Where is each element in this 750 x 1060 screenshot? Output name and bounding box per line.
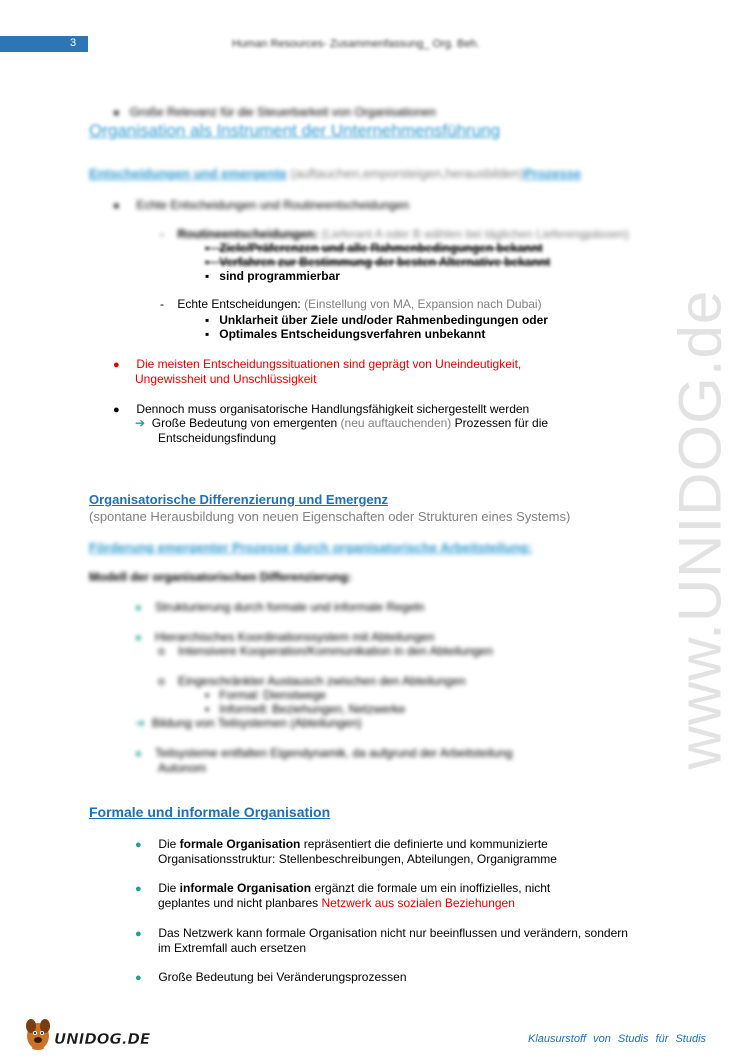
model-bullet-2: ● Hierarchisches Koordinationssystem mit Abteilungen bbox=[135, 630, 435, 644]
model-subsub-2: ▪ Informell: Beziehungen, Netzwerke bbox=[205, 702, 406, 716]
arrow-icon: ➔ bbox=[135, 716, 146, 730]
watermark: www.UNIDOG.de bbox=[666, 289, 734, 770]
section2-subtitle: (spontane Herausbildung von neuen Eigenschaften oder Strukturen eines Systems) bbox=[89, 509, 571, 524]
model-bullet-3: ● Teilsysteme entfalten Eigendynamik, da aufgrund der Arbeitsteilung bbox=[135, 746, 513, 760]
arrow-line2: Entscheidungsfindung bbox=[158, 431, 277, 445]
routine-item-3: ▪ sind programmierbar bbox=[205, 269, 340, 283]
arrow-icon: ➔ bbox=[135, 416, 146, 430]
model-sub-1: o Intensivere Kooperation/Kommunikation in den Abteilungen bbox=[158, 644, 493, 658]
page-number: 3 bbox=[70, 37, 77, 49]
section1-heading: Organisation als Instrument der Unternehmensführung bbox=[89, 121, 501, 140]
change-bullet: ● Große Bedeutung bei Veränderungsprozessen bbox=[135, 970, 407, 984]
dennoch-bullet: ● Dennoch muss organisatorische Handlungsfähigkeit sichergestellt werden bbox=[113, 402, 530, 416]
dog-mascot-icon bbox=[26, 1019, 50, 1050]
routine-line: - Routineentscheidungen: (Lieferant A oder B wählen bei täglichen Lieferengpässen) bbox=[160, 227, 629, 241]
echte-line: - Echte Entscheidungen: (Einstellung von MA, Expansion nach Dubai) bbox=[160, 297, 542, 311]
network-bullet-line2: im Extremfall auch ersetzen bbox=[158, 941, 307, 955]
section2-subheading: Förderung emergenter Prozesse durch organisatorische Arbeitsteilung: bbox=[89, 540, 533, 555]
svg-text:UNIDOG.DE: UNIDOG.DE bbox=[54, 1030, 151, 1048]
arrow-line: ➔ Große Bedeutung von emergenten (neu auftauchenden) Prozessen für die bbox=[135, 416, 549, 430]
network-bullet: ● Das Netzwerk kann formale Organisation nicht nur beeinflussen und verändern, sondern bbox=[135, 926, 628, 940]
unidog-logo bbox=[22, 1014, 152, 1054]
section2-heading: Organisatorische Differenzierung und Emergenz bbox=[89, 492, 389, 507]
informal-bullet: ● Die informale Organisation ergänzt die formale um ein inoffizielles, nicht bbox=[135, 881, 551, 895]
model-arrow: ➔ Bildung von Teilsystemen (Abteilungen) bbox=[135, 716, 362, 730]
echte-item-1: ▪ Unklarheit über Ziele und/oder Rahmenbedingungen oder bbox=[205, 313, 548, 327]
red-bullet: ● Die meisten Entscheidungssituationen sind geprägt von Uneindeutigkeit, bbox=[113, 357, 522, 371]
model-subsub-1: ▪ Formal: Dienstwege bbox=[205, 688, 326, 702]
routine-item-2: ▪ Verfahren zur Bestimmung der besten Alternative bekannt bbox=[205, 255, 551, 269]
model-label: Modell der organisatorischen Differenzierung: bbox=[89, 570, 352, 584]
section3-heading: Formale und informale Organisation bbox=[89, 804, 331, 820]
bullet-echte-routine: ● Echte Entscheidungen und Routineentscheidungen bbox=[113, 198, 410, 212]
footer-slogan: Klausurstoff von Studis für Studis bbox=[528, 1033, 707, 1045]
informal-bullet-line2: geplantes und nicht planbares Netzwerk aus sozialen Beziehungen bbox=[158, 896, 515, 910]
model-sub-2: o Eingeschränkter Austausch zwischen den Abteilungen bbox=[158, 674, 466, 688]
formal-bullet: ● Die formale Organisation repräsentiert die definierte und kommunizierte bbox=[135, 837, 548, 851]
model-bullet-3-line2: Autonom bbox=[158, 761, 207, 775]
section1-subheading: Entscheidungen und emergente (auftauchen,emporsteigen,herausbilden)Prozesse bbox=[89, 166, 582, 181]
intro-bullet: ● Große Relevanz für die Steuerbarkeit von Organisationen bbox=[113, 105, 436, 119]
model-bullet-1: ● Strukturierung durch formale und informale Regeln bbox=[135, 600, 425, 614]
red-bullet-line2: Ungewissheit und Unschlüssigkeit bbox=[135, 372, 317, 386]
routine-item-1: ▪ Ziele/Präferenzen und alle Rahmenbedingungen bekannt bbox=[205, 241, 543, 255]
formal-bullet-line2: Organisationsstruktur: Stellenbeschreibungen, Abteilungen, Organigramme bbox=[158, 852, 557, 866]
echte-item-2: ▪ Optimales Entscheidungsverfahren unbekannt bbox=[205, 327, 486, 341]
header-title: Human Resources- Zusammenfassung_ Org. Beh. bbox=[232, 38, 480, 50]
